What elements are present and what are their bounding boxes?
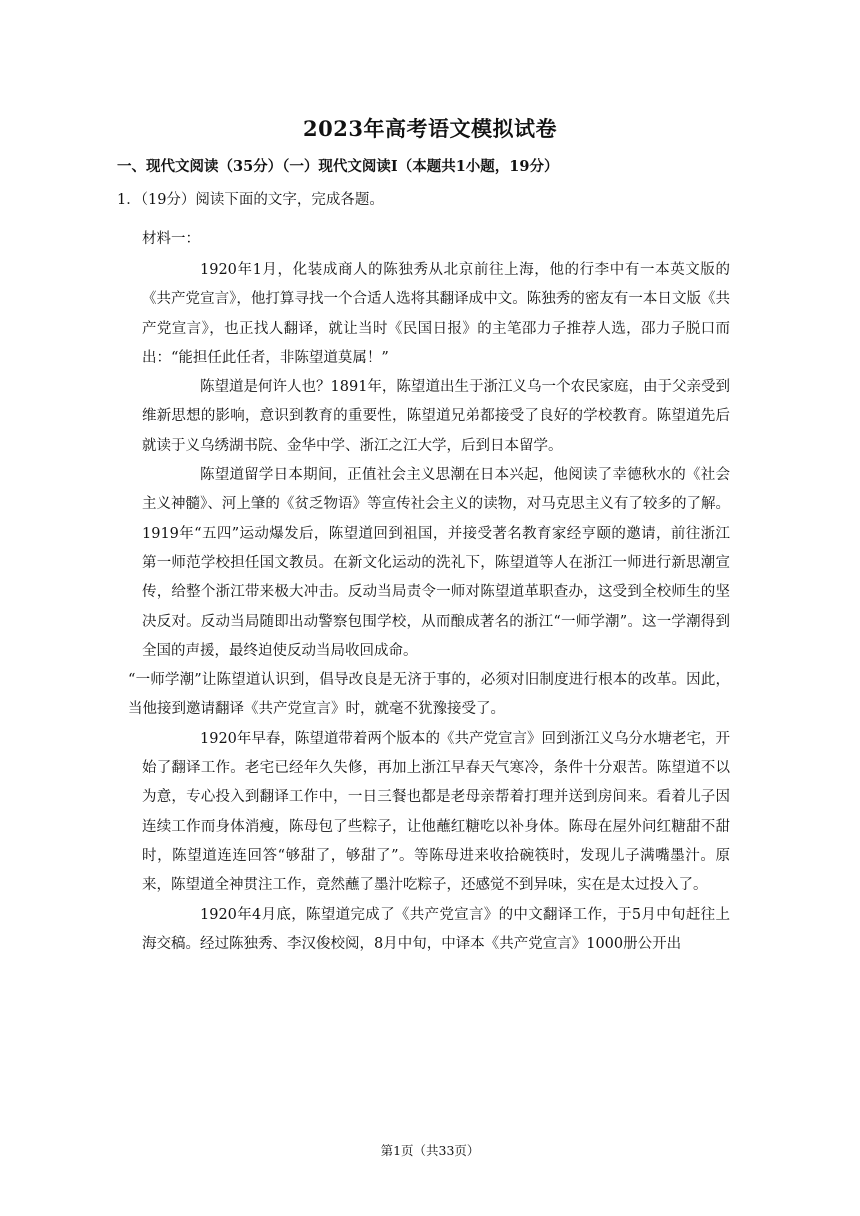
paragraph: 陈望道留学日本期间，正值社会主义思潮在日本兴起，他阅读了幸德秋水的《社会主义神髓》、河上肇的《贫乏物语》等宣传社会主义的读物，对马克思主义有了较多的了解。1919年“五四”运动爆发后，陈望道回到祖国，并接受著名教育家经亨颐的邀请，前往浙江第一师范学校担任国文教员。在新文化运动的洗礼下，陈望道等人在浙江一师进行新思潮宣传，给整个浙江带来极大冲击。反动当局责令一师对陈望道革职查办，这受到全校师生的坚决反对。反动当局随即出动警察包围学校，从而酿成著名的浙江“一师学潮”。这一学潮得到全国的声援，最终迫使反动当局收回成命。 [142,467,730,659]
paragraph: 1920年早春，陈望道带着两个版本的《共产党宣言》回到浙江义乌分水塘老宅，开始了翻译工作。老宅已经年久失修，再加上浙江早春天气寒冷，条件十分艰苦。陈望道不以为意，专心投入到翻译工作中，一日三餐也都是老母亲帮着打理并送到房间来。看着儿子因连续工作而身体消瘦，陈母包了些粽子，让他蘸红糖吃以补身体。陈母在屋外问红糖甜不甜时，陈望道连连回答“够甜了，够甜了”。等陈母进来收拾碗筷时，发现儿子满嘴墨汁。原来，陈望道全神贯注工作，竟然蘸了墨汁吃粽子，还感觉不到异味，实在是太过投入了。 [142,730,730,894]
material-label: 材料一： [142,231,200,247]
question-prompt: 1．（19分）阅读下面的文字，完成各题。 [117,192,384,208]
page-footer: 第1页（共33页） [380,1143,480,1158]
paragraph: 1920年4月底，陈望道完成了《共产党宣言》的中文翻译工作，于5月中旬赶往上海交稿。经过陈独秀、李汉俊校阅，8月中旬，中译本《共产党宣言》1000册公开出 [142,906,730,952]
section-heading: 一、现代文阅读（35分）（一）现代文阅读Ⅰ（本题共1小题，19分） [117,158,559,175]
paragraph: 陈望道是何许人也？1891年，陈望道出生于浙江义乌一个农民家庭，由于父亲受到维新思想的影响，意识到教育的重要性，陈望道兄弟都接受了良好的学校教育。陈望道先后就读于义乌绣湖书院、金华中学、浙江之江大学，后到日本留学。 [142,379,730,454]
reading-passage [128,256,730,959]
paragraph: 1920年1月，化装成商人的陈独秀从北京前往上海，他的行李中有一本英文版的《共产党宣言》，他打算寻找一个合适人选将其翻译成中文。陈独秀的密友有一本日文版《共产党宣言》，也正找人翻译，就让当时《民国日报》的主笔邵力子推荐人选，邵力子脱口而出：“能担任此任者，非陈望道莫属！” [142,262,730,366]
paragraph: “一师学潮”让陈望道认识到，倡导改良是无济于事的，必须对旧制度进行根本的改革。因此，当他接到邀请翻译《共产党宣言》时，就毫不犹豫接受了。 [128,672,730,718]
page-title: 2023年高考语文模拟试卷 [303,116,557,141]
